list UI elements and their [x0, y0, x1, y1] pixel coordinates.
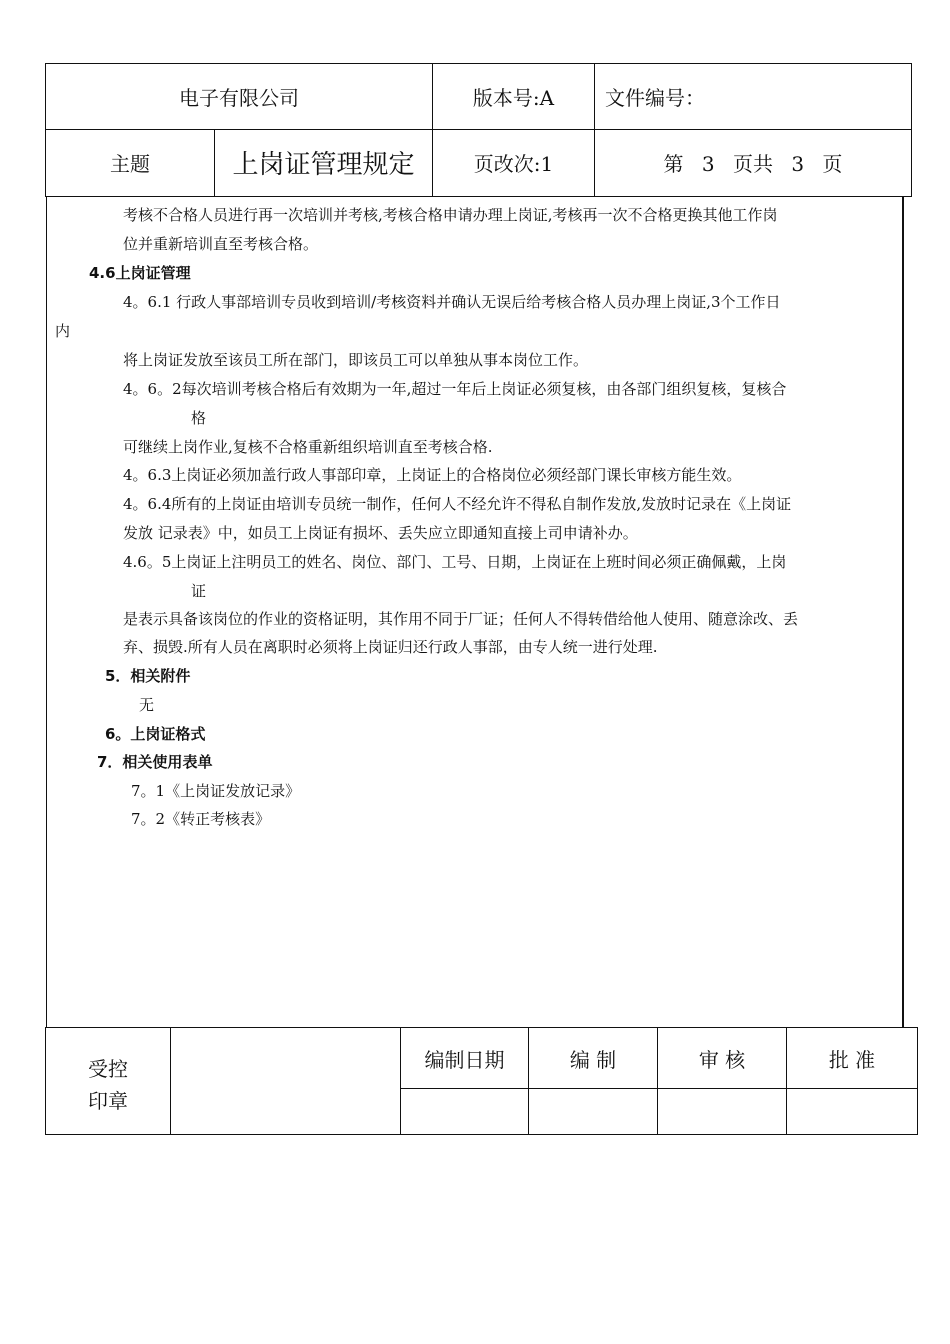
body-line: 考核不合格人员进行再一次培训并考核,考核合格申请办理上岗证,考核再一次不合格更换其他工作岗 [123, 206, 778, 224]
document-body [46, 197, 904, 1027]
approver-label: 批 准 [828, 1047, 876, 1072]
section-heading-6: 6。上岗证格式 [105, 725, 206, 743]
header-row-2 [46, 129, 911, 196]
version-number: 版本号:A [432, 64, 594, 129]
stamp-label-line-1: 受控 [88, 1057, 128, 1081]
body-line: 7。1《上岗证发放记录》 [131, 782, 301, 800]
reviewer-value[interactable] [658, 1089, 786, 1134]
compiler-label: 编 制 [569, 1047, 617, 1072]
body-line: 弃、损毁.所有人员在离职时必须将上岗证归还行政人事部，由专人统一进行处理. [123, 638, 658, 656]
body-line: 4。6。2每次培训考核合格后有效期为一年,超过一年后上岗证必须复核，由各部门组织复核，复核合 [123, 380, 787, 398]
stamp-area [171, 1028, 400, 1134]
body-line: 位并重新培训直至考核合格。 [123, 235, 319, 253]
approver-value[interactable] [787, 1089, 917, 1134]
body-line: 格 [191, 409, 207, 427]
subject-title: 上岗证管理规定 [214, 129, 432, 196]
body-line: 4。6.1 行政人事部培训专员收到培训/考核资料并确认无误后给考核合格人员办理上岗证,3个工作日 [123, 293, 781, 311]
page-info: 第 3 页共 3 页 [594, 129, 911, 196]
stamp-label-line-2: 印章 [88, 1089, 128, 1113]
body-line: 7。2《转正考核表》 [131, 810, 271, 828]
body-line: 4。6.3上岗证必须加盖行政人事部印章，上岗证上的合格岗位必须经部门课长审核方能生效。 [123, 466, 742, 484]
body-line: 将上岗证发放至该员工所在部门，即该员工可以单独从事本岗位工作。 [123, 351, 589, 369]
document-number: 文件编号： [594, 64, 911, 129]
body-line: 4.6。5上岗证上注明员工的姓名、岗位、部门、工号、日期，上岗证在上班时间必须正确佩戴，上岗 [123, 553, 787, 571]
compiler-value[interactable] [529, 1089, 657, 1134]
body-line: 是表示具备该岗位的作业的资格证明，其作用不同于厂证；任何人不得转借给他人使用、随意涂改、丢 [123, 610, 799, 628]
header-row-1 [46, 64, 911, 130]
section-heading-7: 7．相关使用表单 [97, 753, 213, 771]
body-line: 无 [139, 696, 155, 714]
company-name: 电子有限公司 [179, 86, 299, 110]
section-heading-4-6: 4.6上岗证管理 [89, 264, 191, 282]
compile-date-label: 编制日期 [424, 1047, 505, 1072]
page-revision: 页改次:1 [432, 129, 594, 196]
section-heading-5: 5．相关附件 [105, 667, 191, 685]
footer-table [45, 1027, 918, 1135]
body-line: 证 [191, 582, 207, 600]
compile-date-value[interactable] [401, 1089, 528, 1134]
body-line: 可继续上岗作业,复核不合格重新组织培训直至考核合格. [123, 438, 493, 456]
controlled-stamp-label [46, 1028, 170, 1134]
subject-label: 主题 [110, 152, 150, 176]
body-line: 内 [55, 322, 71, 340]
reviewer-label: 审 核 [698, 1047, 746, 1072]
body-line: 发放 记录表》中，如员工上岗证有损坏、丢失应立即通知直接上司申请补办。 [123, 524, 638, 542]
body-line: 4。6.4所有的上岗证由培训专员统一制作，任何人不经允许不得私自制作发放,发放时记录在《上岗证 [123, 495, 792, 513]
header-table [45, 63, 912, 197]
